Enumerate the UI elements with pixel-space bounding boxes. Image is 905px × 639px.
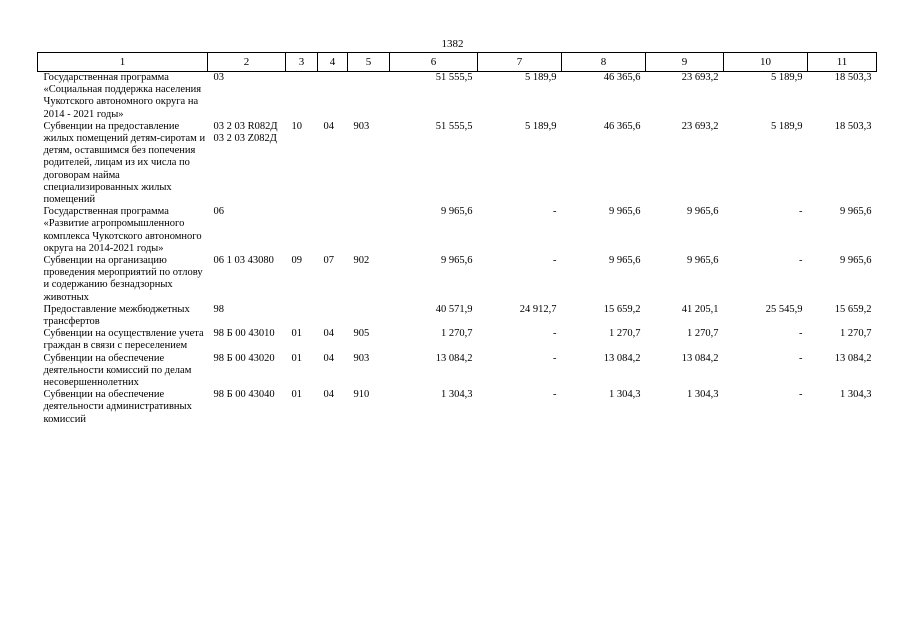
row-section: 10 <box>291 120 302 132</box>
row-code: 98 Б 00 43020 <box>213 352 275 364</box>
row-value-9: 23 693,2 <box>681 120 719 132</box>
row-value-8: 1 270,7 <box>609 328 641 340</box>
row-subsection: 04 <box>323 352 334 364</box>
row-ministry: 910 <box>353 389 370 401</box>
row-name: Субвенции на предоставление жилых помещений детям-сиротам и детям, оставшимся без попечения родителей, лицам из их числа по договорам найма специализированных жилых помещений <box>43 120 206 206</box>
row-value-10: - <box>799 352 803 364</box>
row-value-9: 1 270,7 <box>687 328 719 340</box>
row-value-10: 5 189,9 <box>771 72 803 83</box>
row-code: 03 2 03 R082Д <box>213 120 278 132</box>
row-value-7: - <box>553 328 557 340</box>
page-number: 1382 <box>441 38 464 50</box>
row-subsection: 04 <box>323 328 334 340</box>
row-subsection <box>318 304 348 328</box>
row-ministry <box>348 72 390 121</box>
row-value-8: 9 965,6 <box>609 206 641 218</box>
row-value-9: 13 084,2 <box>681 352 719 364</box>
row-value-7: 5 189,9 <box>525 72 557 83</box>
row-value-6: 9 965,6 <box>441 255 473 267</box>
row-section: 01 <box>291 389 302 401</box>
row-code-alt: 03 2 03 Z082Д <box>213 133 277 145</box>
row-value-11: 1 270,7 <box>840 328 872 340</box>
row-value-11: 18 503,3 <box>834 120 872 132</box>
row-section: 09 <box>291 255 302 267</box>
budget-table <box>37 52 877 426</box>
row-value-7: - <box>553 255 557 267</box>
row-value-9: 23 693,2 <box>681 72 719 83</box>
column-header: 6 <box>390 53 478 72</box>
row-section <box>286 72 318 121</box>
row-subsection: 04 <box>323 120 334 132</box>
column-header: 8 <box>562 53 646 72</box>
row-value-11: 13 084,2 <box>834 352 872 364</box>
row-code-cell <box>208 121 286 206</box>
row-value-10: - <box>799 206 803 218</box>
row-code: 06 1 03 43080 <box>213 255 274 267</box>
row-section: 01 <box>291 328 302 340</box>
row-ministry: 902 <box>353 255 370 267</box>
row-value-6: 9 965,6 <box>441 206 473 218</box>
row-name: Субвенции на организацию проведения мероприятий по отлову и содержанию безнадзорных животных <box>43 255 203 303</box>
row-subsection <box>318 206 348 255</box>
row-value-10: 25 545,9 <box>765 303 803 315</box>
row-value-10: - <box>799 389 803 401</box>
row-ministry <box>348 304 390 328</box>
column-header: 9 <box>646 53 724 72</box>
column-header: 10 <box>724 53 808 72</box>
row-value-7: 24 912,7 <box>519 303 557 315</box>
row-value-7: 5 189,9 <box>525 120 557 132</box>
row-ministry: 903 <box>353 352 370 364</box>
row-value-11: 18 503,3 <box>834 72 872 83</box>
table-header-row <box>38 53 877 72</box>
row-ministry <box>348 206 390 255</box>
row-code: 98 Б 00 43040 <box>213 389 275 401</box>
table-row <box>38 328 877 352</box>
row-name: Государственная программа «Социальная поддержка населения Чукотского автономного округа на 2014 - 2021 годы» <box>43 72 202 120</box>
table-row <box>38 304 877 328</box>
table-row <box>38 255 877 304</box>
row-value-7: - <box>553 352 557 364</box>
row-value-8: 1 304,3 <box>609 389 641 401</box>
column-header: 1 <box>38 53 208 72</box>
row-name: Субвенции на обеспечение деятельности административных комиссий <box>43 389 192 425</box>
row-name: Государственная программа «Развитие агропромышленного комплекса Чукотского автономного округа на 2014-2021 годы» <box>43 206 202 254</box>
row-value-9: 9 965,6 <box>687 206 719 218</box>
column-header: 4 <box>318 53 348 72</box>
row-name: Предоставление межбюджетных трансфертов <box>43 303 190 328</box>
row-value-11: 9 965,6 <box>840 255 872 267</box>
row-section: 01 <box>291 352 302 364</box>
row-value-11: 9 965,6 <box>840 206 872 218</box>
row-value-11: 1 304,3 <box>840 389 872 401</box>
row-value-9: 41 205,1 <box>681 303 719 315</box>
row-subsection <box>318 72 348 121</box>
row-value-9: 1 304,3 <box>687 389 719 401</box>
row-value-8: 46 365,6 <box>603 120 641 132</box>
row-section <box>286 206 318 255</box>
row-ministry: 903 <box>353 120 370 132</box>
column-header: 2 <box>208 53 286 72</box>
row-value-9: 9 965,6 <box>687 255 719 267</box>
row-section <box>286 304 318 328</box>
row-value-6: 13 084,2 <box>435 352 473 364</box>
column-header: 3 <box>286 53 318 72</box>
table-row <box>38 353 877 390</box>
row-value-10: - <box>799 328 803 340</box>
column-header: 5 <box>348 53 390 72</box>
row-value-6: 1 270,7 <box>441 328 473 340</box>
row-value-10: - <box>799 255 803 267</box>
table-row <box>38 389 877 426</box>
row-name: Субвенции на осуществление учета граждан в связи с переселением <box>43 328 204 352</box>
row-value-10: 5 189,9 <box>771 120 803 132</box>
row-name: Субвенции на обеспечение деятельности комиссий по делам несовершеннолетних <box>43 352 192 389</box>
row-value-6: 51 555,5 <box>435 72 473 83</box>
row-subsection: 07 <box>323 255 334 267</box>
row-code: 98 Б 00 43010 <box>213 328 275 340</box>
row-value-7: - <box>553 206 557 218</box>
row-value-8: 13 084,2 <box>603 352 641 364</box>
row-code: 06 <box>213 206 224 218</box>
table-row <box>38 72 877 121</box>
row-value-8: 46 365,6 <box>603 72 641 83</box>
row-value-8: 15 659,2 <box>603 303 641 315</box>
column-header: 7 <box>478 53 562 72</box>
row-value-6: 51 555,5 <box>435 120 473 132</box>
table-row <box>38 206 877 255</box>
table-row <box>38 121 877 206</box>
row-code: 98 <box>213 303 224 315</box>
row-subsection: 04 <box>323 389 334 401</box>
column-header: 11 <box>808 53 877 72</box>
row-value-8: 9 965,6 <box>609 255 641 267</box>
row-value-6: 1 304,3 <box>441 389 473 401</box>
row-value-11: 15 659,2 <box>834 303 872 315</box>
row-value-7: - <box>553 389 557 401</box>
row-code: 03 <box>213 72 224 83</box>
row-ministry: 905 <box>353 328 370 340</box>
row-value-6: 40 571,9 <box>435 303 473 315</box>
